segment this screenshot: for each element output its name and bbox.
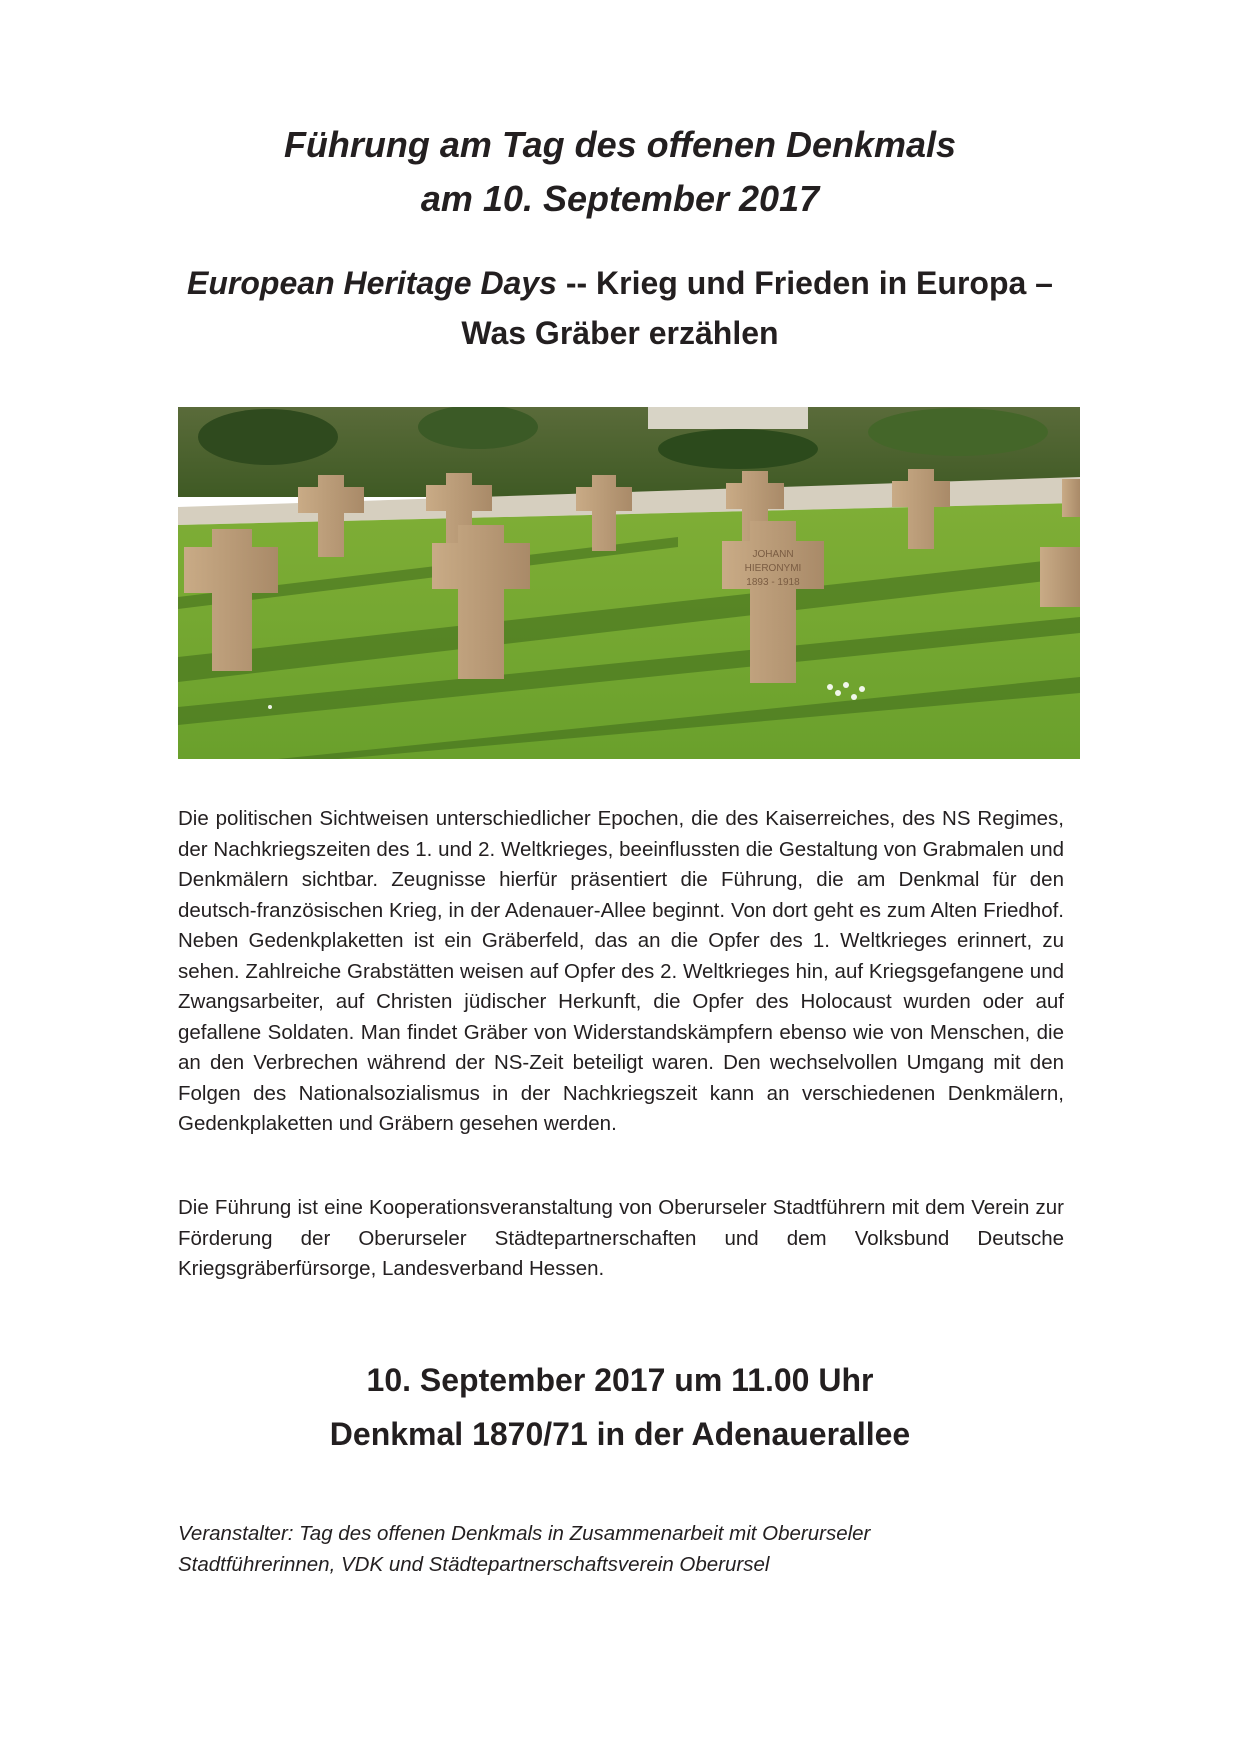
cross-inscription-name: JOHANN xyxy=(752,549,794,560)
event-location: Denkmal 1870/71 in der Adenauerallee xyxy=(329,1416,911,1452)
organizer-line-2: Stadtführerinnen, VDK und Städtepartnerschaftsverein Oberursel xyxy=(178,1553,770,1576)
subtitle-rest: -- Krieg und Frieden in Europa – xyxy=(556,265,1053,301)
event-date-time: 10. September 2017 um 11.00 Uhr xyxy=(366,1362,874,1398)
cemetery-photo-illustration xyxy=(178,407,1080,759)
organizer-note xyxy=(178,1518,1064,1580)
cooperation-paragraph: Die Führung ist eine Kooperationsveranstaltung von Oberurseler Stadtführern mit dem Verein zur Förderung der Oberurseler Städtepartnerschaften und dem Volksbund Deutsche Kriegsgräberfürsorge, Landesverband Hessen. xyxy=(178,1196,1064,1280)
subtitle-line-2: Was Gräber erzählen xyxy=(461,315,779,351)
document-title xyxy=(0,118,1240,226)
cemetery-photo xyxy=(178,407,1080,759)
background-wall xyxy=(648,407,808,429)
title-line-1: Führung am Tag des offenen Denkmals xyxy=(283,124,957,165)
title-line-2: am 10. September 2017 xyxy=(420,178,820,219)
document-subtitle xyxy=(0,258,1240,358)
organizer-line-1: Veranstalter: Tag des offenen Denkmals in Zusammenarbeit mit Oberurseler xyxy=(178,1522,871,1545)
description-paragraph: Die politischen Sichtweisen unterschiedlicher Epochen, die des Kaiserreiches, des NS Regimes, der Nachkriegszeiten des 1. und 2. Weltkrieges, beeinflussten die Gestaltung von Grabmalen und Denkmälern sichtbar. Zeugnisse hierfür präsentiert die Führung, die am Denkmal für den deutsch-französischen Krieg, in der Adenauer-Allee beginnt. Von dort geht es zum Alten Friedhof. Neben Gedenkplaketten ist ein Gräberfeld, das an die Opfer des 1. Weltkrieges erinnert, zu sehen. Zahlreiche Grabstätten weisen auf Opfer des 2. Weltkrieges hin, auf Kriegsgefangene und Zwangsarbeiter, auf Christen jüdischer Herkunft, die Opfer des Holocaust wurden oder auf gefallene Soldaten. Man findet Gräber von Widerstandskämpfern ebenso wie von Menschen, die an den Verbrechen während der NS-Zeit beteiligt waren. Den wechselvollen Umgang mit den Folgen des Nationalsozialismus in der Nachkriegszeit kann an verschiedenen Denkmälern, Gedenkplaketten und Gräbern gesehen werden. xyxy=(178,807,1064,1135)
cross-inscription-years: 1893 - 1918 xyxy=(746,577,800,588)
cross-inscription-surname: HIERONYMI xyxy=(744,563,802,574)
subtitle-italic-part: European Heritage Days xyxy=(187,265,557,301)
event-details xyxy=(0,1353,1240,1461)
